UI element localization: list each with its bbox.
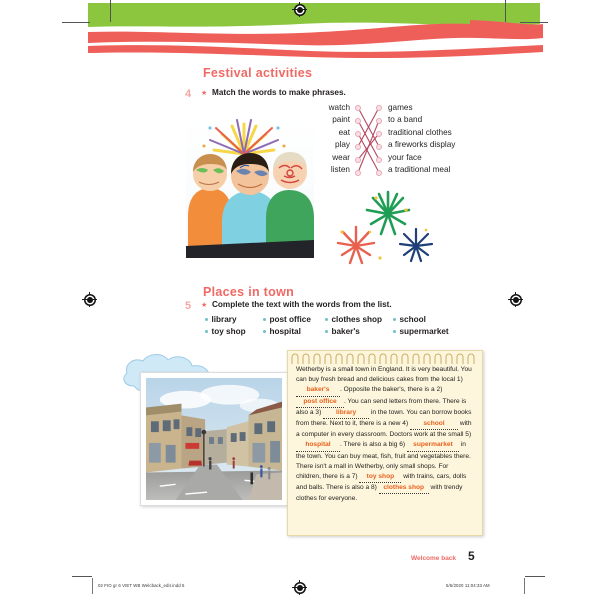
word-list-row [205,315,449,324]
answer-blank-5[interactable]: hospital [296,440,340,451]
bullet-icon [393,318,396,321]
registration-mark-top [292,2,307,17]
passage-text: . Opposite the baker's, there is a 2) [340,386,443,394]
word-list-row [205,327,449,336]
match-left-item[interactable]: paint [332,115,350,125]
crop-mark-bottom-left [72,576,92,577]
passage-text: . You can send letters from there. There is also a 3) [296,397,467,416]
wetherby-town-street-photo [140,372,288,506]
bullet-icon [205,318,208,321]
word-list-item[interactable]: baker's [325,327,393,336]
match-right-item[interactable]: games [388,103,413,112]
section-title-places: Places in town [203,285,295,299]
match-left-item[interactable]: eat [338,127,350,137]
passage-text: . There is also a big 6) [340,441,407,449]
answer-blank-6[interactable]: supermarket [407,440,459,451]
bullet-icon [393,330,396,333]
match-left-item[interactable]: wear [332,152,350,162]
crop-mark-top-left [110,0,111,22]
exercise-instruction-5: Complete the text with the words from the list. [212,300,392,309]
section-title-festival: Festival activities [203,66,313,80]
bullet-icon [325,318,328,321]
match-right-item[interactable]: your face [388,152,422,162]
exercise-number-5: 5 [185,300,192,312]
notebook-passage [296,365,475,505]
matching-left-column [292,102,350,176]
answer-blank-2[interactable]: post office [296,397,344,408]
answer-blank-3[interactable]: library [323,408,369,419]
exercise-instruction-4: Match the words to make phrases. [212,88,346,97]
word-list-item[interactable]: supermarket [393,327,449,336]
print-timestamp: 5/6/2020 11:04:33 AM [446,583,490,588]
word-list-item[interactable]: school [393,315,426,324]
registration-mark-left [82,292,97,307]
passage-text: in the town. You can borrow books from there. Next to it, there is a new 4) [296,408,472,428]
word-list [205,315,449,336]
page-number: 5 [468,549,475,563]
answer-blank-4[interactable]: school [410,419,458,430]
notebook-text-panel [287,350,483,536]
passage-text: in the town. You can buy meat, fish, fruit and vegetables there. There isn't a mall in Wetherby, only small shops. For children, there is a 7) [296,441,471,481]
bullet-icon [325,330,328,333]
match-left-item[interactable]: listen [330,165,350,175]
exercise-star-4: ★ [201,90,208,97]
bullet-icon [205,330,208,333]
match-left-item[interactable]: play [334,140,350,150]
registration-mark-right [508,292,523,307]
passage-text: with trains, cars, dolls and balls. There is also a 8) [296,473,467,492]
word-list-item[interactable]: clothes shop [325,315,393,324]
exercise-number-4: 4 [185,88,192,100]
print-filename: 02 FIO gr 6 VIET WB Welcback_edit.indd 5 [98,583,185,588]
word-list-item[interactable]: hospital [263,327,325,336]
exercise-star-5: ★ [201,302,208,309]
registration-mark-bottom [292,580,307,595]
crop-mark-left-h [62,22,90,23]
bullet-icon [263,330,266,333]
match-right-item[interactable]: to a band [388,115,423,125]
unit-label: Welcome back [411,555,457,562]
matching-right-column [388,102,508,176]
print-rule-right [524,578,525,594]
match-right-item[interactable]: a fireworks display [388,140,456,150]
passage-text: with trendy clothes for everyone. [296,484,463,503]
crop-mark-top-right [505,0,506,22]
word-list-item[interactable]: library [205,315,263,324]
passage-text: Wetherby is a small town in England. It is very beautiful. You can buy fresh bread and delicious cakes from the local 1) [296,366,472,384]
match-left-item[interactable]: watch [328,103,350,112]
answer-blank-1[interactable]: baker's [296,385,340,396]
bullet-icon [263,318,266,321]
match-right-item[interactable]: traditional clothes [388,127,452,137]
passage-text: with a computer in every classroom. Doctors work at the small 5) [296,420,472,439]
crop-mark-right-h [520,22,548,23]
answer-blank-7[interactable]: toy shop [359,472,401,483]
answer-blank-8[interactable]: clothes shop [379,483,429,494]
word-list-item[interactable]: toy shop [205,327,263,336]
matching-exercise [300,102,480,180]
word-list-item[interactable]: post office [263,315,325,324]
print-rule-left [92,578,93,594]
spiral-binding [288,351,482,362]
match-right-item[interactable]: a traditional meal [388,165,451,175]
crop-mark-bottom-right [525,576,545,577]
fireworks-burst-graphic [330,188,442,270]
